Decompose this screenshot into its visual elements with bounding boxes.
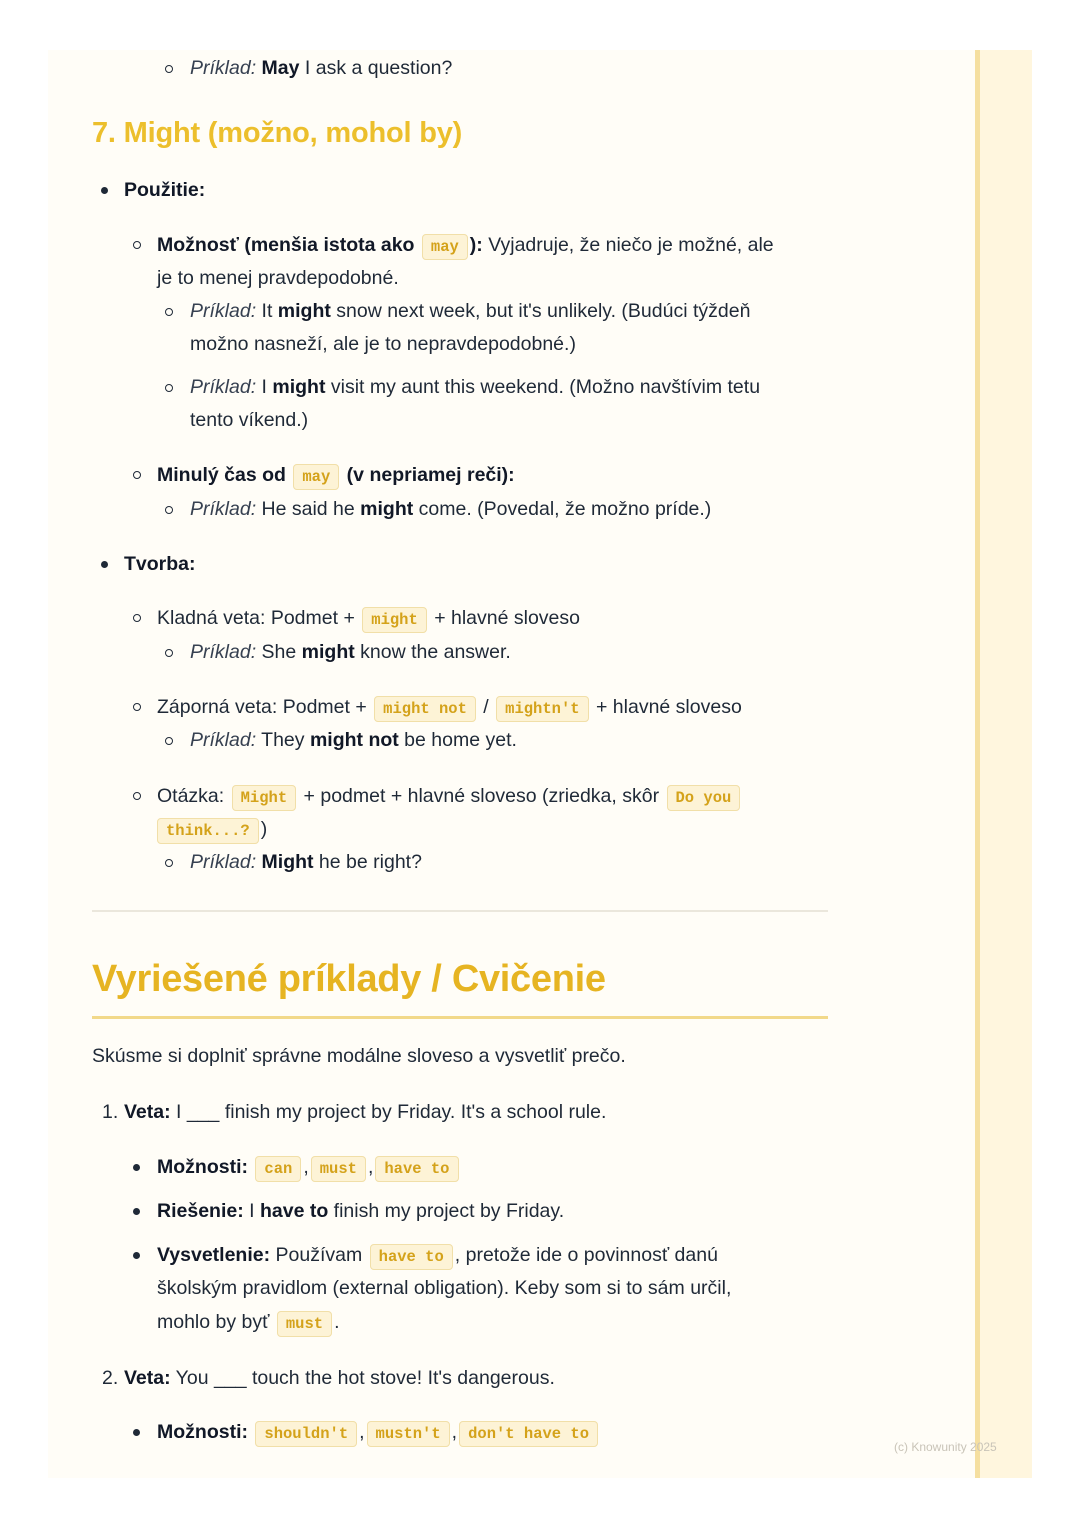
past-tense-line: Minulý čas od may (v nepriamej reči): — [157, 459, 515, 494]
exercises-heading: Vyriešené príklady / Cvičenie — [92, 958, 606, 1000]
top-example: Príklad: May I ask a question? — [190, 57, 453, 79]
bullet-circle — [165, 384, 173, 392]
option-code: can — [255, 1156, 301, 1182]
positive-example: Príklad: She might know the answer. — [190, 641, 511, 663]
section-heading-might: 7. Might (možno, mohol by) — [92, 117, 463, 149]
bullet-circle — [133, 792, 141, 800]
bullet-circle — [165, 859, 173, 867]
exercises-intro: Skúsme si doplniť správne modálne sloveso a vysvetliť prečo. — [92, 1045, 626, 1067]
bullet-disc — [101, 561, 108, 568]
code-might-q: Might — [232, 785, 297, 811]
question-example: Príklad: Might he be right? — [190, 851, 422, 873]
option-code: mustn't — [367, 1421, 450, 1447]
bullet-circle — [133, 703, 141, 711]
item1-explanation-cont: školským pravidlom (external obligation). Keby som si to sám určil, — [157, 1277, 732, 1299]
bullet-circle — [133, 614, 141, 622]
item1-explanation-cont2: mohlo by byť must . — [157, 1306, 340, 1341]
item1-solution: Riešenie: I have to finish my project by Friday. — [157, 1200, 565, 1222]
bullet-disc — [133, 1252, 140, 1259]
bullet-circle — [165, 308, 173, 316]
code-must: must — [277, 1311, 332, 1337]
bullet-disc — [133, 1208, 140, 1215]
item2-options: Možnosti: shouldn't , mustn't , don't have to — [157, 1416, 600, 1451]
moznost-example-2: Príklad: I might visit my aunt this weekend. (Možno navštívim tetu — [190, 376, 761, 398]
horizontal-rule — [92, 910, 828, 912]
bullet-disc — [133, 1164, 140, 1171]
bullet-disc — [133, 1429, 140, 1436]
moznost-example-2-cont: tento víkend.) — [190, 409, 309, 431]
side-stripe-line — [975, 50, 980, 1478]
bullet-disc — [101, 187, 108, 194]
heading-underline — [92, 1016, 828, 1019]
moznost-example-1: Príklad: It might snow next week, but it's unlikely. (Budúci týždeň — [190, 300, 751, 322]
code-might: might — [362, 607, 427, 633]
bullet-circle — [165, 65, 173, 73]
bullet-circle — [133, 241, 141, 249]
bullet-circle — [165, 649, 173, 657]
bullet-circle — [133, 471, 141, 479]
option-code: don't have to — [459, 1421, 598, 1447]
code-do-you: Do you — [667, 785, 741, 811]
past-tense-example: Príklad: He said he might come. (Povedal, že možno príde.) — [190, 498, 712, 520]
tvorba-label: Tvorba: — [124, 553, 196, 575]
moznost-example-1-cont: možno nasneží, ale je to nepravdepodobné.) — [190, 333, 576, 355]
moznost-line-1: Možnosť (menšia istota ako may ): Vyjadruje, že niečo je možné, ale — [157, 229, 774, 264]
option-code: have to — [375, 1156, 458, 1182]
item-number: 2. — [102, 1367, 119, 1389]
bullet-circle — [165, 506, 173, 514]
positive-formation: Kladná veta: Podmet + might + hlavné sloveso — [157, 602, 580, 637]
question-formation-cont: think...? ) — [157, 813, 267, 848]
item1-explanation: Vysvetlenie: Používam have to , pretože ide o povinnosť danú — [157, 1239, 718, 1274]
code-have-to: have to — [370, 1244, 453, 1270]
item-number: 1. — [102, 1101, 119, 1123]
code-mightnt: mightn't — [496, 696, 588, 722]
negative-formation: Záporná veta: Podmet + might not / mightn't + hlavné sloveso — [157, 691, 742, 726]
moznost-line-2: je to menej pravdepodobné. — [157, 267, 399, 289]
bullet-circle — [165, 737, 173, 745]
item1-options: Možnosti: can , must , have to — [157, 1151, 461, 1186]
item2-sentence: Veta: You ___ touch the hot stove! It's dangerous. — [124, 1367, 555, 1389]
side-stripe — [975, 50, 1032, 1478]
code-might-not: might not — [374, 696, 476, 722]
negative-example: Príklad: They might not be home yet. — [190, 729, 517, 751]
question-formation: Otázka: Might + podmet + hlavné sloveso (zriedka, skôr Do you — [157, 780, 742, 815]
footer-copyright: (c) Knowunity 2025 — [894, 1440, 997, 1454]
code-may: may — [422, 234, 468, 260]
pouzitie-label: Použitie: — [124, 179, 206, 201]
item1-sentence: Veta: I ___ finish my project by Friday. It's a school rule. — [124, 1101, 607, 1123]
code-think: think...? — [157, 818, 259, 844]
option-code: shouldn't — [255, 1421, 357, 1447]
option-code: must — [311, 1156, 366, 1182]
code-may: may — [293, 464, 339, 490]
